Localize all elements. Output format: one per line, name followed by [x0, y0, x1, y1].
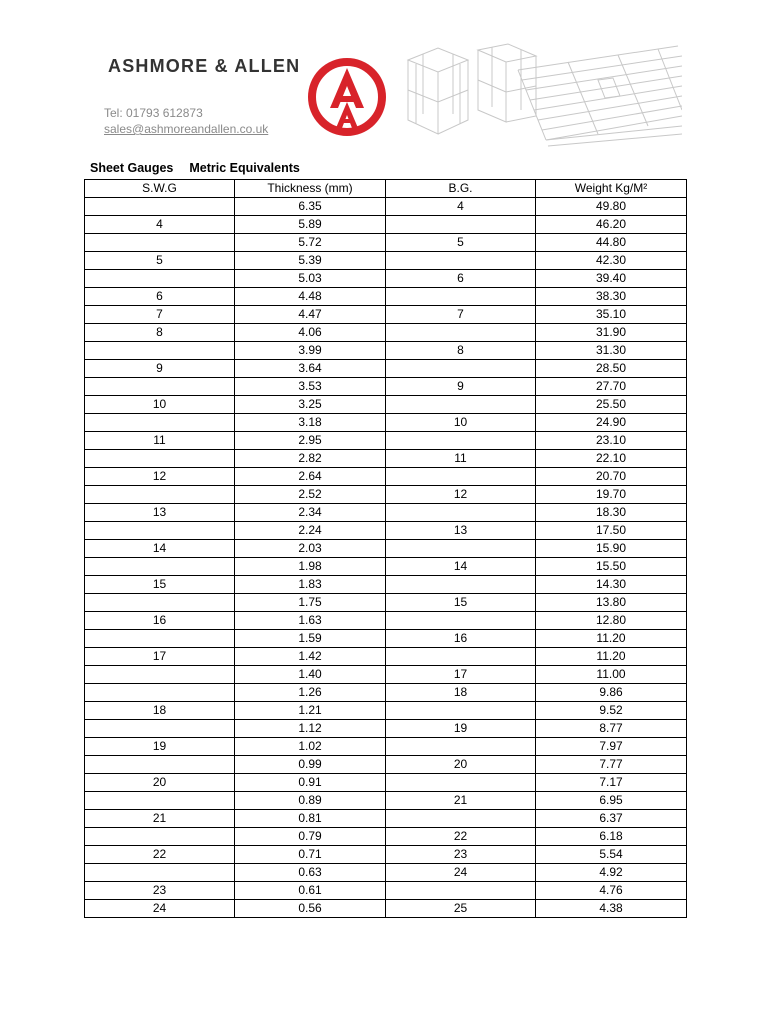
cell-swg: 14 [85, 540, 235, 558]
table-row [85, 504, 687, 522]
cell-thickness: 1.42 [235, 648, 386, 666]
cell-thickness: 2.95 [235, 432, 386, 450]
architectural-sketch-icon [398, 40, 682, 152]
cell-bg: 8 [386, 342, 536, 360]
cell-weight: 35.10 [536, 306, 687, 324]
cell-thickness: 1.63 [235, 612, 386, 630]
cell-swg: 10 [85, 396, 235, 414]
cell-swg: 13 [85, 504, 235, 522]
table-row [85, 648, 687, 666]
cell-thickness: 0.71 [235, 846, 386, 864]
cell-bg: 5 [386, 234, 536, 252]
cell-weight: 11.20 [536, 648, 687, 666]
table-row [85, 270, 687, 288]
cell-weight: 4.92 [536, 864, 687, 882]
cell-thickness: 6.35 [235, 198, 386, 216]
cell-thickness: 1.98 [235, 558, 386, 576]
cell-swg: 19 [85, 738, 235, 756]
cell-swg: 11 [85, 432, 235, 450]
table-row [85, 234, 687, 252]
cell-bg [386, 396, 536, 414]
cell-bg [386, 774, 536, 792]
cell-thickness: 3.53 [235, 378, 386, 396]
table-title: Sheet Gauges [90, 161, 174, 175]
cell-thickness: 5.03 [235, 270, 386, 288]
cell-swg: 5 [85, 252, 235, 270]
company-logo-icon [306, 56, 388, 138]
cell-weight: 14.30 [536, 576, 687, 594]
cell-swg [85, 720, 235, 738]
cell-bg: 20 [386, 756, 536, 774]
table-row [85, 756, 687, 774]
cell-swg: 15 [85, 576, 235, 594]
cell-weight: 15.50 [536, 558, 687, 576]
cell-thickness: 2.24 [235, 522, 386, 540]
cell-bg [386, 216, 536, 234]
cell-weight: 4.76 [536, 882, 687, 900]
table-row [85, 576, 687, 594]
cell-bg: 17 [386, 666, 536, 684]
cell-bg [386, 504, 536, 522]
column-header-thickness: Thickness (mm) [235, 180, 386, 198]
cell-thickness: 2.34 [235, 504, 386, 522]
cell-swg: 6 [85, 288, 235, 306]
cell-bg [386, 810, 536, 828]
cell-weight: 9.86 [536, 684, 687, 702]
cell-swg: 9 [85, 360, 235, 378]
table-row [85, 288, 687, 306]
table-row [85, 594, 687, 612]
cell-swg [85, 234, 235, 252]
cell-swg [85, 558, 235, 576]
cell-bg [386, 738, 536, 756]
cell-weight: 38.30 [536, 288, 687, 306]
cell-bg: 24 [386, 864, 536, 882]
cell-thickness: 2.82 [235, 450, 386, 468]
table-row [85, 216, 687, 234]
cell-swg [85, 522, 235, 540]
column-header-weight: Weight Kg/M² [536, 180, 687, 198]
cell-bg: 21 [386, 792, 536, 810]
cell-bg: 13 [386, 522, 536, 540]
cell-swg: 20 [85, 774, 235, 792]
cell-swg [85, 756, 235, 774]
cell-thickness: 1.21 [235, 702, 386, 720]
cell-bg: 4 [386, 198, 536, 216]
cell-thickness: 1.83 [235, 576, 386, 594]
cell-thickness: 4.06 [235, 324, 386, 342]
table-row [85, 828, 687, 846]
cell-swg: 21 [85, 810, 235, 828]
cell-swg [85, 684, 235, 702]
cell-swg: 23 [85, 882, 235, 900]
table-row [85, 684, 687, 702]
table-row [85, 738, 687, 756]
cell-bg: 10 [386, 414, 536, 432]
table-row [85, 252, 687, 270]
cell-bg: 16 [386, 630, 536, 648]
cell-thickness: 3.64 [235, 360, 386, 378]
cell-swg: 7 [85, 306, 235, 324]
cell-bg: 19 [386, 720, 536, 738]
column-header-bg: B.G. [386, 180, 536, 198]
cell-weight: 18.30 [536, 504, 687, 522]
table-row [85, 540, 687, 558]
cell-swg: 8 [85, 324, 235, 342]
table-row [85, 864, 687, 882]
cell-weight: 12.80 [536, 612, 687, 630]
cell-thickness: 1.02 [235, 738, 386, 756]
cell-thickness: 3.99 [235, 342, 386, 360]
cell-thickness: 5.72 [235, 234, 386, 252]
table-row [85, 882, 687, 900]
cell-weight: 15.90 [536, 540, 687, 558]
cell-swg: 24 [85, 900, 235, 918]
table-row [85, 432, 687, 450]
cell-thickness: 2.64 [235, 468, 386, 486]
cell-weight: 7.77 [536, 756, 687, 774]
table-row [85, 900, 687, 918]
cell-thickness: 0.81 [235, 810, 386, 828]
cell-swg [85, 414, 235, 432]
table-row [85, 720, 687, 738]
cell-weight: 5.54 [536, 846, 687, 864]
cell-thickness: 3.25 [235, 396, 386, 414]
table-row [85, 522, 687, 540]
cell-swg [85, 486, 235, 504]
cell-thickness: 1.26 [235, 684, 386, 702]
cell-swg [85, 270, 235, 288]
cell-thickness: 4.48 [235, 288, 386, 306]
cell-bg [386, 540, 536, 558]
sheet-gauge-table [84, 179, 687, 918]
cell-bg: 15 [386, 594, 536, 612]
cell-weight: 19.70 [536, 486, 687, 504]
table-row [85, 450, 687, 468]
cell-weight: 27.70 [536, 378, 687, 396]
cell-bg [386, 648, 536, 666]
cell-bg [386, 288, 536, 306]
cell-bg: 23 [386, 846, 536, 864]
table-row [85, 414, 687, 432]
cell-weight: 49.80 [536, 198, 687, 216]
cell-weight: 31.90 [536, 324, 687, 342]
table-row [85, 666, 687, 684]
cell-bg: 6 [386, 270, 536, 288]
cell-bg [386, 252, 536, 270]
cell-bg: 7 [386, 306, 536, 324]
cell-swg: 17 [85, 648, 235, 666]
cell-thickness: 0.89 [235, 792, 386, 810]
cell-swg: 4 [85, 216, 235, 234]
cell-weight: 6.95 [536, 792, 687, 810]
cell-thickness: 0.99 [235, 756, 386, 774]
table-row [85, 846, 687, 864]
cell-bg [386, 468, 536, 486]
cell-weight: 39.40 [536, 270, 687, 288]
cell-swg [85, 198, 235, 216]
cell-weight: 9.52 [536, 702, 687, 720]
cell-weight: 13.80 [536, 594, 687, 612]
cell-bg [386, 576, 536, 594]
cell-swg: 12 [85, 468, 235, 486]
cell-bg: 18 [386, 684, 536, 702]
cell-weight: 31.30 [536, 342, 687, 360]
cell-thickness: 0.91 [235, 774, 386, 792]
cell-weight: 4.38 [536, 900, 687, 918]
cell-weight: 6.18 [536, 828, 687, 846]
table-row [85, 558, 687, 576]
table-row [85, 342, 687, 360]
table-row [85, 396, 687, 414]
cell-bg: 12 [386, 486, 536, 504]
cell-swg [85, 450, 235, 468]
table-body [85, 198, 687, 918]
cell-weight: 28.50 [536, 360, 687, 378]
cell-thickness: 2.52 [235, 486, 386, 504]
table-row [85, 468, 687, 486]
table-row [85, 324, 687, 342]
cell-weight: 22.10 [536, 450, 687, 468]
cell-weight: 11.20 [536, 630, 687, 648]
cell-thickness: 5.89 [235, 216, 386, 234]
cell-swg [85, 342, 235, 360]
cell-bg [386, 612, 536, 630]
cell-weight: 20.70 [536, 468, 687, 486]
cell-bg: 25 [386, 900, 536, 918]
cell-swg [85, 666, 235, 684]
cell-weight: 46.20 [536, 216, 687, 234]
cell-weight: 25.50 [536, 396, 687, 414]
contact-email-link[interactable]: sales@ashmoreandallen.co.uk [104, 122, 269, 136]
cell-thickness: 1.75 [235, 594, 386, 612]
table-subtitle: Metric Equivalents [189, 161, 300, 175]
cell-weight: 24.90 [536, 414, 687, 432]
table-row [85, 810, 687, 828]
cell-bg: 9 [386, 378, 536, 396]
cell-weight: 11.00 [536, 666, 687, 684]
table-row [85, 198, 687, 216]
cell-weight: 23.10 [536, 432, 687, 450]
table-heading [90, 161, 300, 175]
table-header-row [85, 180, 687, 198]
cell-bg [386, 360, 536, 378]
cell-weight: 6.37 [536, 810, 687, 828]
cell-thickness: 1.40 [235, 666, 386, 684]
cell-thickness: 1.59 [235, 630, 386, 648]
cell-swg [85, 594, 235, 612]
cell-weight: 42.30 [536, 252, 687, 270]
cell-swg: 18 [85, 702, 235, 720]
cell-thickness: 4.47 [235, 306, 386, 324]
table-row [85, 702, 687, 720]
table-row [85, 612, 687, 630]
cell-swg: 16 [85, 612, 235, 630]
cell-swg [85, 630, 235, 648]
table-row [85, 630, 687, 648]
cell-thickness: 3.18 [235, 414, 386, 432]
cell-bg: 22 [386, 828, 536, 846]
cell-thickness: 0.63 [235, 864, 386, 882]
cell-bg: 14 [386, 558, 536, 576]
cell-swg: 22 [85, 846, 235, 864]
cell-bg: 11 [386, 450, 536, 468]
cell-swg [85, 792, 235, 810]
cell-weight: 7.17 [536, 774, 687, 792]
contact-phone: Tel: 01793 612873 [104, 106, 203, 120]
cell-swg [85, 864, 235, 882]
cell-thickness: 5.39 [235, 252, 386, 270]
table-row [85, 306, 687, 324]
cell-weight: 44.80 [536, 234, 687, 252]
table-row [85, 792, 687, 810]
table-row [85, 486, 687, 504]
cell-bg [386, 702, 536, 720]
cell-swg [85, 378, 235, 396]
cell-thickness: 0.56 [235, 900, 386, 918]
cell-weight: 17.50 [536, 522, 687, 540]
cell-bg [386, 882, 536, 900]
cell-thickness: 1.12 [235, 720, 386, 738]
company-name: ASHMORE & ALLEN [108, 56, 301, 76]
cell-bg [386, 324, 536, 342]
column-header-swg: S.W.G [85, 180, 235, 198]
cell-thickness: 2.03 [235, 540, 386, 558]
table-row [85, 360, 687, 378]
cell-weight: 8.77 [536, 720, 687, 738]
cell-swg [85, 828, 235, 846]
table-row [85, 378, 687, 396]
cell-thickness: 0.79 [235, 828, 386, 846]
cell-bg [386, 432, 536, 450]
cell-thickness: 0.61 [235, 882, 386, 900]
table-row [85, 774, 687, 792]
cell-weight: 7.97 [536, 738, 687, 756]
